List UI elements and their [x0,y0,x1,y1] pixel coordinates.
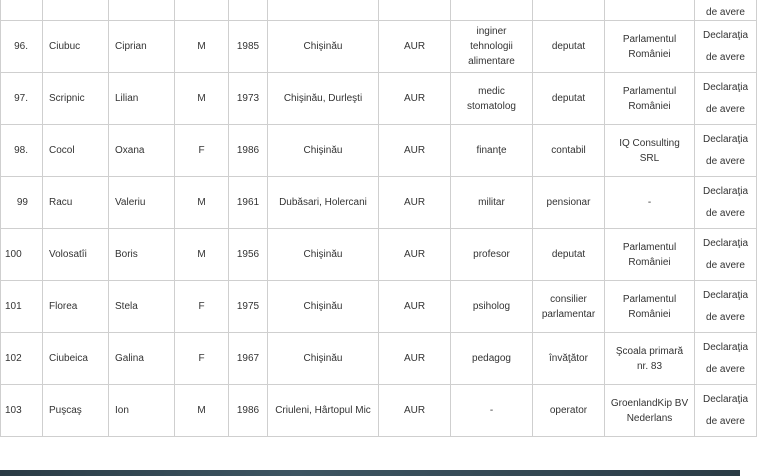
position-cell: învăţător [533,333,605,385]
first-name-cell: Lilian [109,73,175,125]
table-row-partial [1,0,757,21]
workplace-cell: IQ Consulting SRL [605,125,695,177]
birthplace-cell: Chişinău [268,21,379,73]
birth-year-cell: 1985 [229,21,268,73]
surname-cell: Racu [43,177,109,229]
table-row [1,229,757,281]
surname-cell: Ciubeica [43,333,109,385]
first-name-cell: Ion [109,385,175,437]
table-row [1,177,757,229]
sex-cell: M [175,21,229,73]
table-row [1,125,757,177]
first-name-cell: Stela [109,281,175,333]
row-number: 102 [1,333,43,385]
workplace-cell: GroenlandKip BV Nederlans [605,385,695,437]
sex-cell: M [175,177,229,229]
workplace-cell: - [605,177,695,229]
workplace-cell: Parlamentul României [605,73,695,125]
birthplace-cell: Chişinău [268,333,379,385]
party-cell: AUR [379,229,451,281]
party-cell: AUR [379,177,451,229]
table-row [1,385,757,437]
position-cell: operator [533,385,605,437]
surname-cell: Volosatîi [43,229,109,281]
table-row [1,281,757,333]
birthplace-cell: Dubăsari, Holercani [268,177,379,229]
first-name-cell: Ciprian [109,21,175,73]
declaration-link[interactable]: Declaraţia de avere [695,21,757,73]
first-name-cell: Oxana [109,125,175,177]
position-cell: pensionar [533,177,605,229]
declaration-link[interactable]: Declaraţia de avere [695,281,757,333]
row-number: 96. [1,21,43,73]
table-row [1,73,757,125]
sex-cell: F [175,281,229,333]
profession-cell: finanţe [451,125,533,177]
row-number: 100 [1,229,43,281]
position-cell: deputat [533,73,605,125]
first-name-cell: Galina [109,333,175,385]
declaration-link[interactable]: Declaraţia de avere [695,385,757,437]
birthplace-cell: Chişinău [268,229,379,281]
profession-cell: medic stomatolog [451,73,533,125]
party-cell: AUR [379,21,451,73]
birth-year-cell: 1986 [229,125,268,177]
row-number: 99 [1,177,43,229]
first-name-cell: Valeriu [109,177,175,229]
position-cell: deputat [533,21,605,73]
party-cell: AUR [379,73,451,125]
birthplace-cell: Criuleni, Hârtopul Mic [268,385,379,437]
sex-cell: M [175,385,229,437]
surname-cell: Cocol [43,125,109,177]
position-cell: contabil [533,125,605,177]
sex-cell: M [175,229,229,281]
first-name-cell: Boris [109,229,175,281]
surname-cell: Puşcaş [43,385,109,437]
birth-year-cell: 1956 [229,229,268,281]
declaration-link[interactable]: Declaraţia de avere [695,333,757,385]
row-number: 103 [1,385,43,437]
workplace-cell: Parlamentul României [605,229,695,281]
birthplace-cell: Chişinău [268,125,379,177]
party-cell: AUR [379,385,451,437]
declaration-link[interactable]: Declaraţia de avere [695,125,757,177]
sex-cell: M [175,73,229,125]
bottom-bar [0,470,740,476]
declaration-link[interactable]: Declaraţia de avere [695,73,757,125]
birth-year-cell: 1961 [229,177,268,229]
birthplace-cell: Chişinău, Durleşti [268,73,379,125]
birth-year-cell: 1973 [229,73,268,125]
workplace-cell: Şcoala primară nr. 83 [605,333,695,385]
workplace-cell: Parlamentul României [605,281,695,333]
birth-year-cell: 1975 [229,281,268,333]
sex-cell: F [175,125,229,177]
sex-cell: F [175,333,229,385]
profession-cell: profesor [451,229,533,281]
row-number: 101 [1,281,43,333]
party-cell: AUR [379,125,451,177]
party-cell: AUR [379,281,451,333]
surname-cell: Scripnic [43,73,109,125]
surname-cell: Florea [43,281,109,333]
table-row [1,21,757,73]
row-number: 98. [1,125,43,177]
party-cell: AUR [379,333,451,385]
row-number: 97. [1,73,43,125]
profession-cell: psiholog [451,281,533,333]
birthplace-cell: Chişinău [268,281,379,333]
declaration-link[interactable]: Declaraţia de avere [695,229,757,281]
declaration-link[interactable]: Declaraţia de avere [695,177,757,229]
profession-cell: - [451,385,533,437]
position-cell: consilier parlamentar [533,281,605,333]
surname-cell: Ciubuc [43,21,109,73]
birth-year-cell: 1967 [229,333,268,385]
declaration-link[interactable]: de avere [695,0,757,21]
profession-cell: militar [451,177,533,229]
position-cell: deputat [533,229,605,281]
profession-cell: inginer tehnologii alimentare [451,21,533,73]
birth-year-cell: 1986 [229,385,268,437]
workplace-cell: Parlamentul României [605,21,695,73]
table-row [1,333,757,385]
profession-cell: pedagog [451,333,533,385]
